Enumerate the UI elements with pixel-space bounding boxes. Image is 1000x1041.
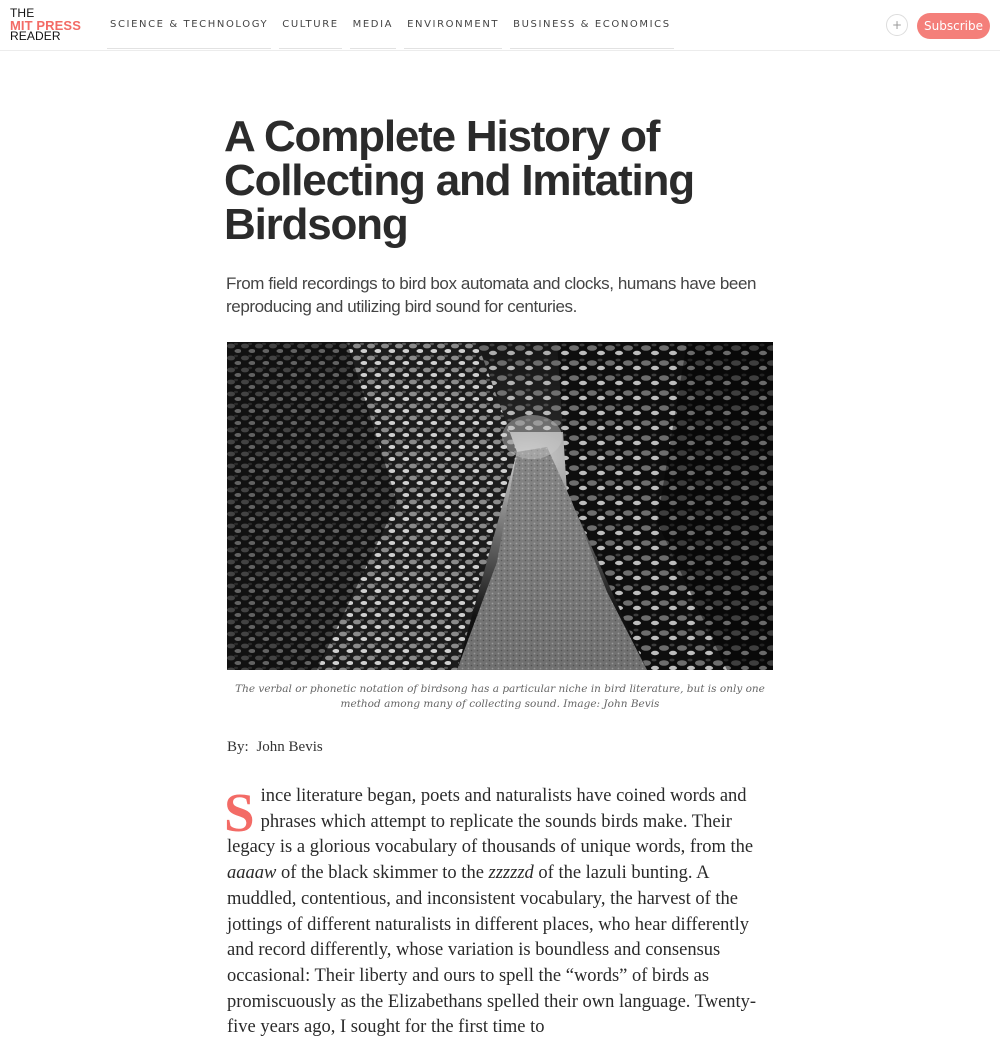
nav-label: BUSINESS & ECONOMICS: [513, 19, 671, 30]
image-caption: The verbal or phonetic notation of birdsong has a particular niche in bird literature, but is only one method among many of collecting sound. Image: John Bevis: [235, 683, 765, 710]
nav-underline: [404, 48, 502, 49]
nav-underline: [510, 48, 674, 49]
nav-science-technology[interactable]: [103, 0, 275, 31]
logo-line-mit-press: MIT PRESS: [10, 17, 81, 33]
author-name[interactable]: John Bevis: [256, 739, 323, 755]
plus-icon[interactable]: +: [886, 14, 908, 36]
nav-underline: [279, 48, 341, 49]
body-text-part: ince literature began, poets and naturalists have coined words and phrases which attempt to replicate the sounds birds make. Their legacy is a glorious vocabulary of thousands of unique words, from the: [227, 786, 754, 858]
byline: [227, 739, 323, 756]
site-logo[interactable]: [10, 8, 81, 43]
forest-path-illustration: [227, 342, 773, 670]
site-header: [0, 0, 1000, 51]
logo-line-the: THE: [10, 6, 35, 20]
body-text-part: of the lazuli bunting. A muddled, contentious, and inconsistent vocabulary, the harvest of the jottings of different naturalists in different places, who hear differently and record differently, whose variation is boundless and consensus occasional: Their liberty and ours to spell the “words” of birds as promiscuously as the Elizabethans spelled their own language. Twenty-five years ago, I sought for the first time to: [227, 863, 757, 1038]
article-title: A Complete History of Collecting and Imitating Birdsong: [224, 112, 694, 249]
article-body-paragraph: [224, 782, 775, 1041]
subscribe-button[interactable]: Subscribe: [917, 13, 990, 39]
nav-environment[interactable]: [400, 0, 506, 31]
hero-image-forest-path: [227, 342, 773, 670]
nav-label: CULTURE: [282, 19, 339, 30]
logo-line-reader: READER: [10, 29, 61, 43]
body-text-part: of the black skimmer to the: [276, 863, 489, 884]
nav-label: MEDIA: [352, 19, 394, 30]
body-emphasis: aaaaw: [227, 863, 277, 884]
nav-underline: [350, 48, 396, 49]
nav-media[interactable]: [346, 0, 400, 31]
drop-cap: S: [224, 782, 255, 843]
byline-prefix: By:: [227, 739, 249, 755]
nav-culture[interactable]: [275, 0, 345, 31]
body-emphasis: zzzzzd: [488, 863, 534, 884]
main-nav: [103, 0, 678, 50]
nav-business-economics[interactable]: [506, 0, 678, 31]
article-subtitle: From field recordings to bird box automata and clocks, humans have been reproducing and utilizing bird sound for centuries.: [226, 274, 757, 316]
nav-underline: [107, 48, 271, 49]
nav-label: ENVIRONMENT: [407, 19, 500, 30]
nav-label: SCIENCE & TECHNOLOGY: [110, 19, 269, 30]
